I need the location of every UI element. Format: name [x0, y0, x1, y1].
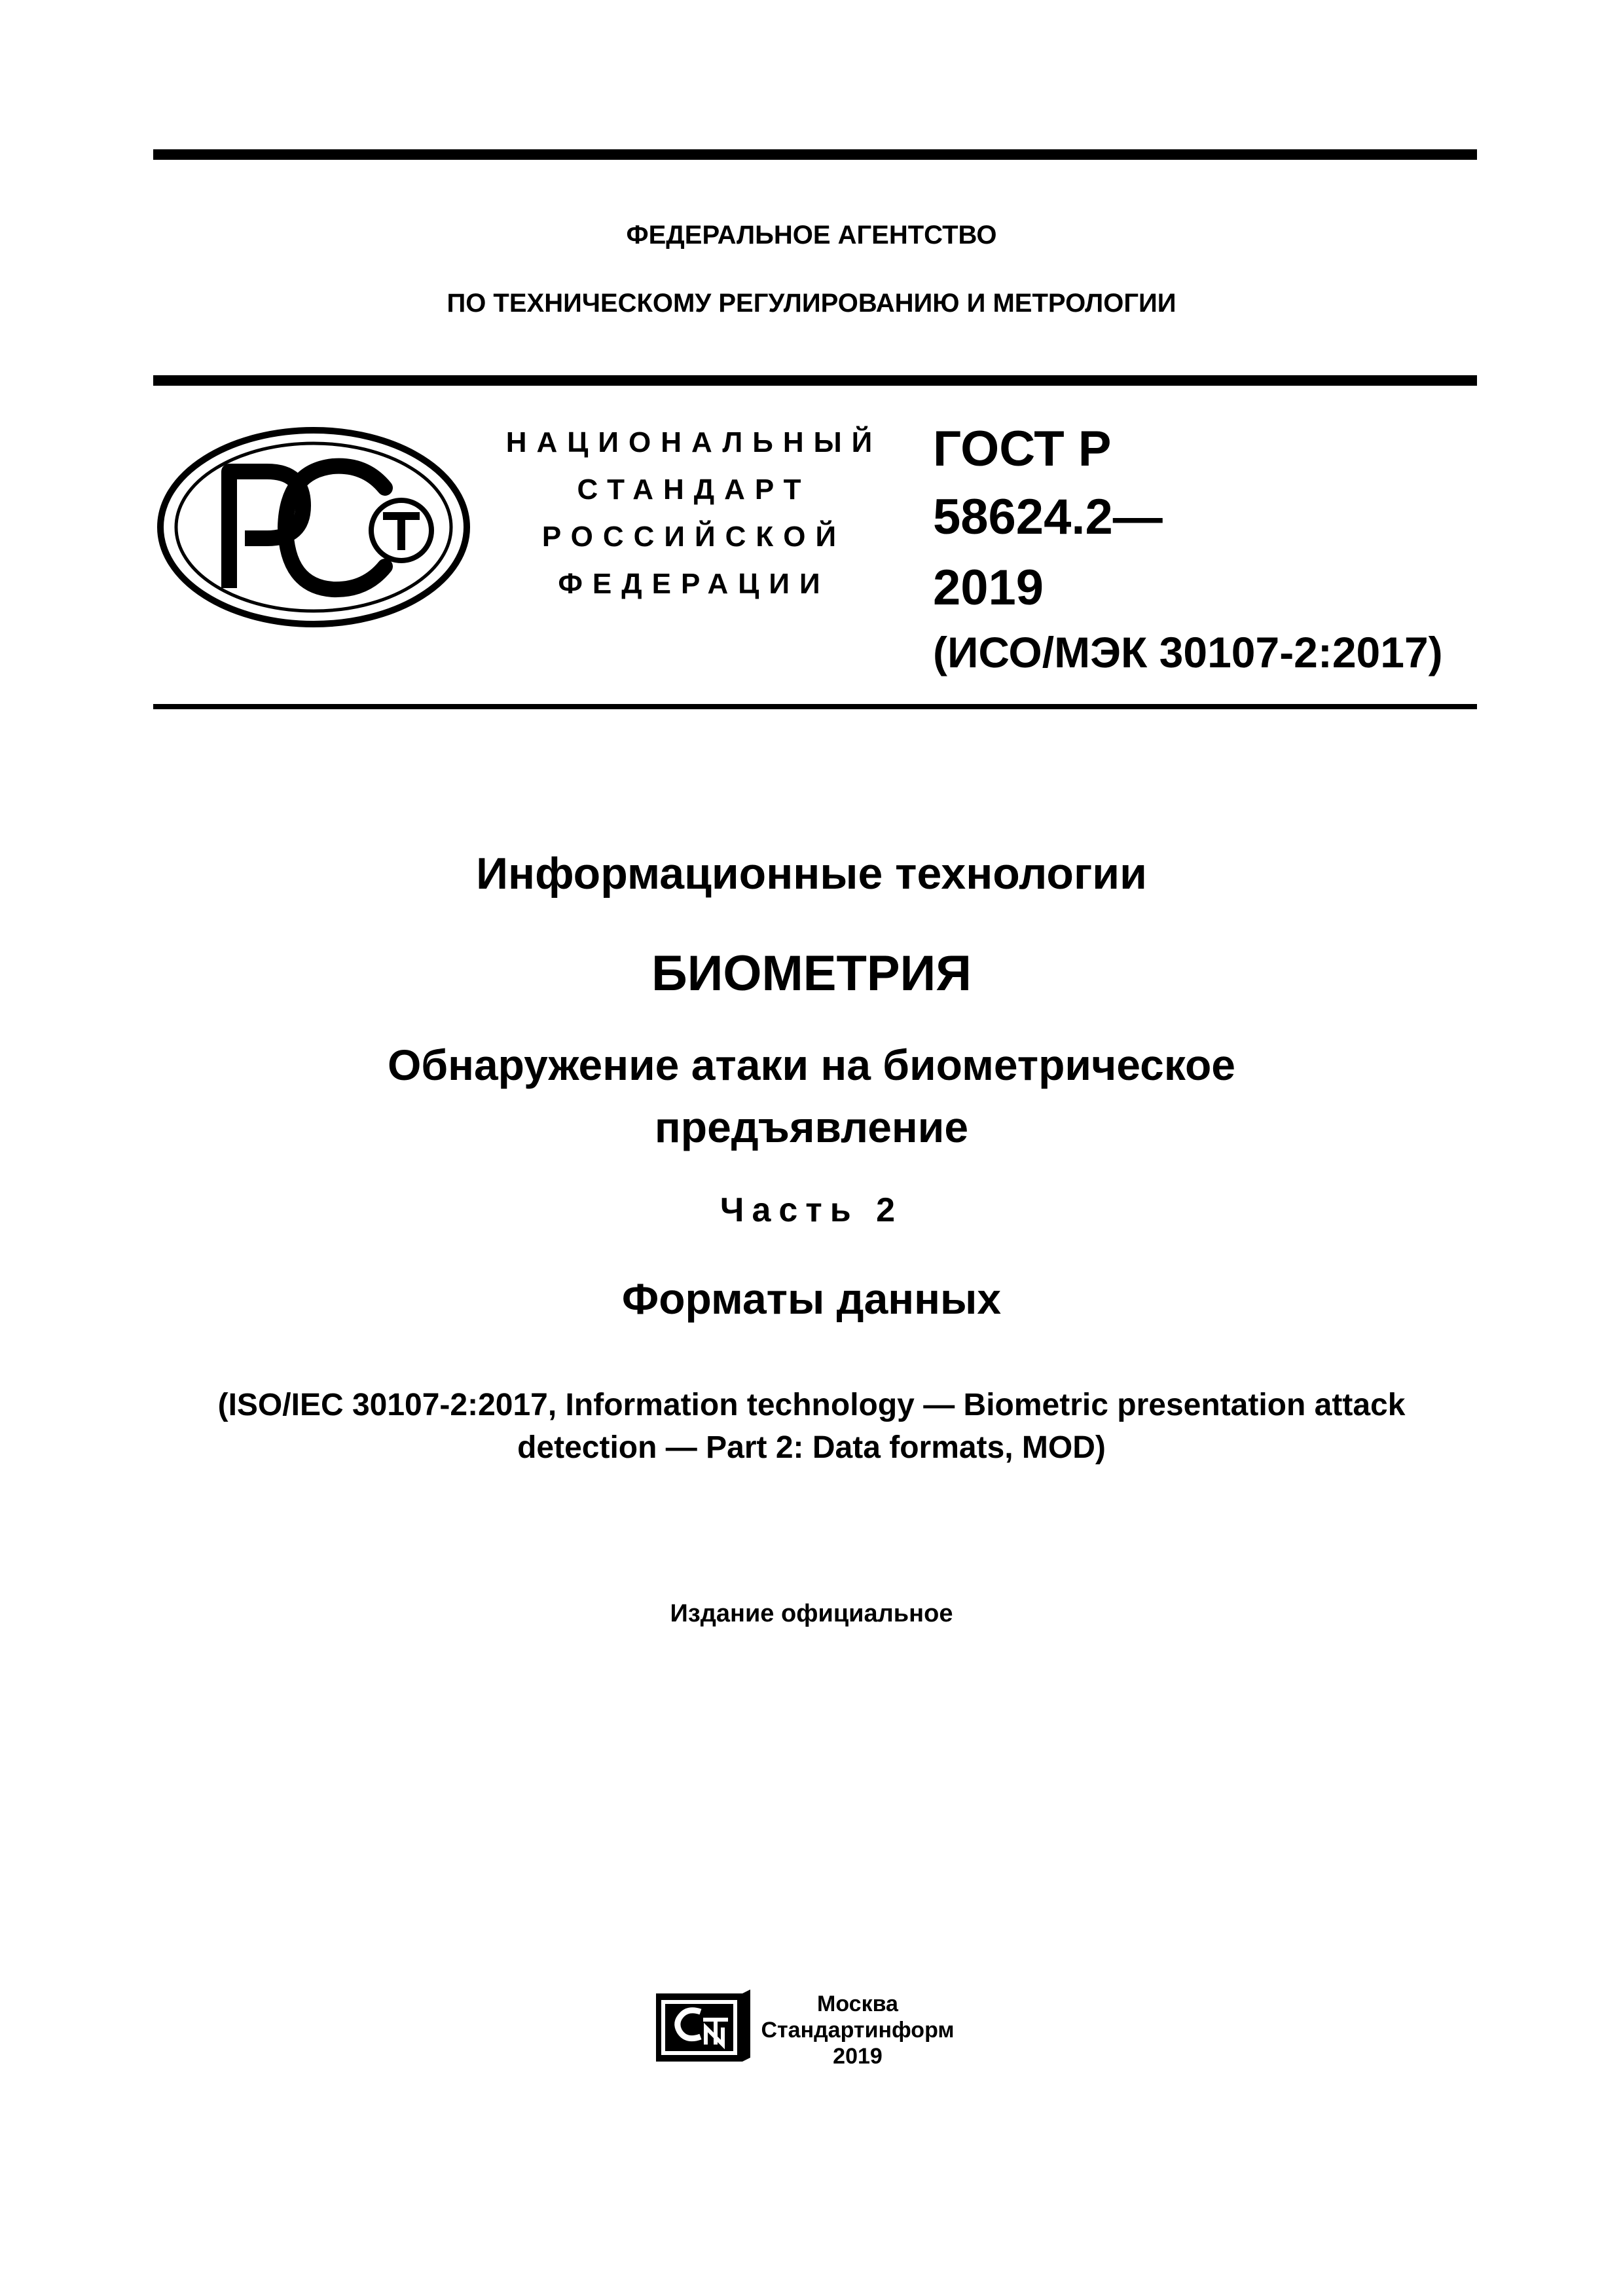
designation-block — [478, 419, 910, 608]
edition-label: Издание официальное — [670, 1600, 953, 1627]
publisher-name: Стандартинформ — [761, 2018, 955, 2043]
subtitle-line-1: Обнаружение атаки на биометрическое — [387, 1041, 1236, 1089]
gost-line-1: ГОСТ Р — [933, 421, 1112, 477]
top-rule — [153, 149, 1477, 160]
main-title: Информационные технологии — [476, 849, 1147, 898]
publisher-block — [759, 1991, 956, 2069]
standartinform-logo-icon — [655, 1990, 752, 2065]
gost-line-2: 58624.2— — [933, 489, 1163, 545]
rst-conformity-mark-icon — [156, 426, 471, 629]
agency-line-1: ФЕДЕРАЛЬНОЕ АГЕНТСТВО — [626, 221, 997, 250]
subtitle-biometrics: БИОМЕТРИЯ — [651, 946, 972, 1001]
original-reference-line-2: detection — Part 2: Data formats, MOD) — [517, 1430, 1106, 1465]
title-rule — [153, 704, 1477, 709]
gost-line-3: 2019 — [933, 560, 1044, 616]
subtitle-line-2: предъявление — [654, 1103, 969, 1151]
part-number: Часть 2 — [720, 1191, 903, 1229]
designation-line-3: РОССИЙСКОЙ — [541, 521, 847, 553]
publisher-city: Москва — [817, 1991, 898, 2016]
header-rule — [153, 375, 1477, 386]
designation-line-2: СТАНДАРТ — [577, 473, 811, 506]
agency-line-2: ПО ТЕХНИЧЕСКОМУ РЕГУЛИРОВАНИЮ И МЕТРОЛОГИИ — [447, 289, 1176, 318]
original-reference-line-1: (ISO/IEC 30107-2:2017, Information technology — Biometric presentation attack — [217, 1388, 1406, 1422]
designation-line-4: ФЕДЕРАЦИИ — [558, 568, 830, 600]
designation-line-1: НАЦИОНАЛЬНЫЙ — [505, 426, 883, 458]
gost-line-4: (ИСО/МЭК 30107-2:2017) — [933, 628, 1443, 676]
part-title: Форматы данных — [621, 1274, 1002, 1323]
publisher-year: 2019 — [833, 2044, 883, 2069]
